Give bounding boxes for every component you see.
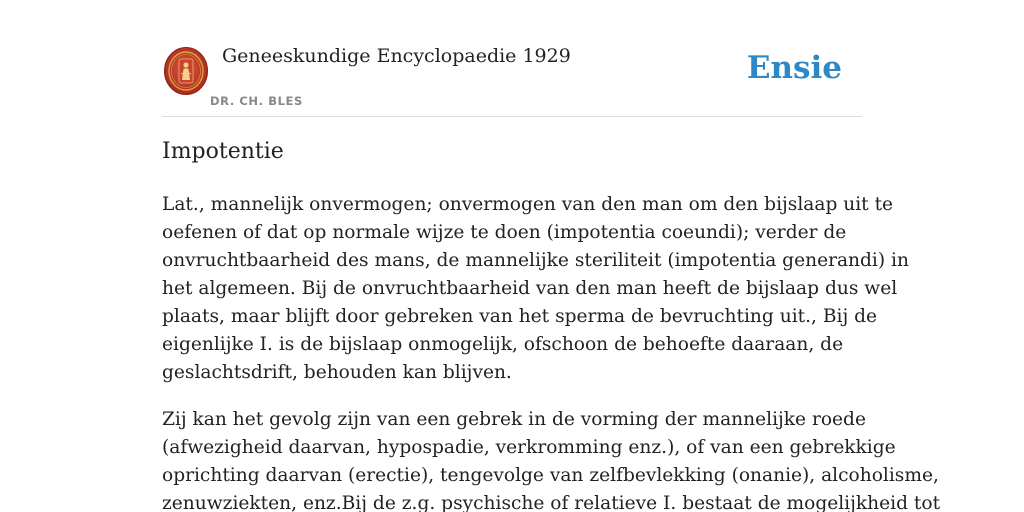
page bbox=[162, 0, 941, 512]
text-line: oprichting daarvan (erectie), tengevolge van zelfbevlekking (onanie), alcoholisme, bbox=[162, 465, 939, 486]
paragraph bbox=[162, 406, 941, 512]
text-line: Zij kan het gevolg zijn van een gebrek in de vorming der mannelijke roede bbox=[162, 409, 866, 430]
text-line: onvruchtbaarheid des mans, de mannelijke steriliteit (impotentia generandi) in bbox=[162, 250, 909, 271]
brand-logo-link[interactable]: Ensie bbox=[746, 50, 842, 86]
article-body bbox=[162, 191, 941, 512]
article-title: Impotentie bbox=[162, 139, 284, 164]
header bbox=[162, 0, 862, 117]
text-line: het algemeen. Bij de onvruchtbaarheid van den man heeft de bijslaap dus wel bbox=[162, 278, 898, 299]
paragraph bbox=[162, 191, 909, 387]
text-line: oefenen of dat op normale wijze te doen (impotentia coeundi); verder de bbox=[162, 222, 847, 243]
text-line: plaats, maar blijft door gebreken van het sperma de bevruchting uit., Bij de bbox=[162, 306, 878, 327]
text-line: Lat., mannelijk onvermogen; onvermogen van den man om den bijslaap uit te bbox=[162, 194, 894, 215]
text-line: zenuwziekten, enz.Bij de z.g. psychische of relatieve I. bestaat de mogelijkheid tot bbox=[162, 493, 941, 512]
text-line: geslachtsdrift, behouden kan blijven. bbox=[162, 362, 512, 383]
text-line: eigenlijke I. is de bijslaap onmogelijk, ofschoon de behoefte daaraan, de bbox=[162, 334, 844, 355]
source-title[interactable]: Geneeskundige Encyclopaedie 1929 bbox=[222, 45, 571, 67]
author-name[interactable]: DR. CH. BLES bbox=[210, 94, 303, 108]
book-cover-icon[interactable] bbox=[164, 47, 208, 95]
text-line: (afwezigheid daarvan, hypospadie, verkromming enz.), of van een gebrekkige bbox=[162, 437, 896, 458]
